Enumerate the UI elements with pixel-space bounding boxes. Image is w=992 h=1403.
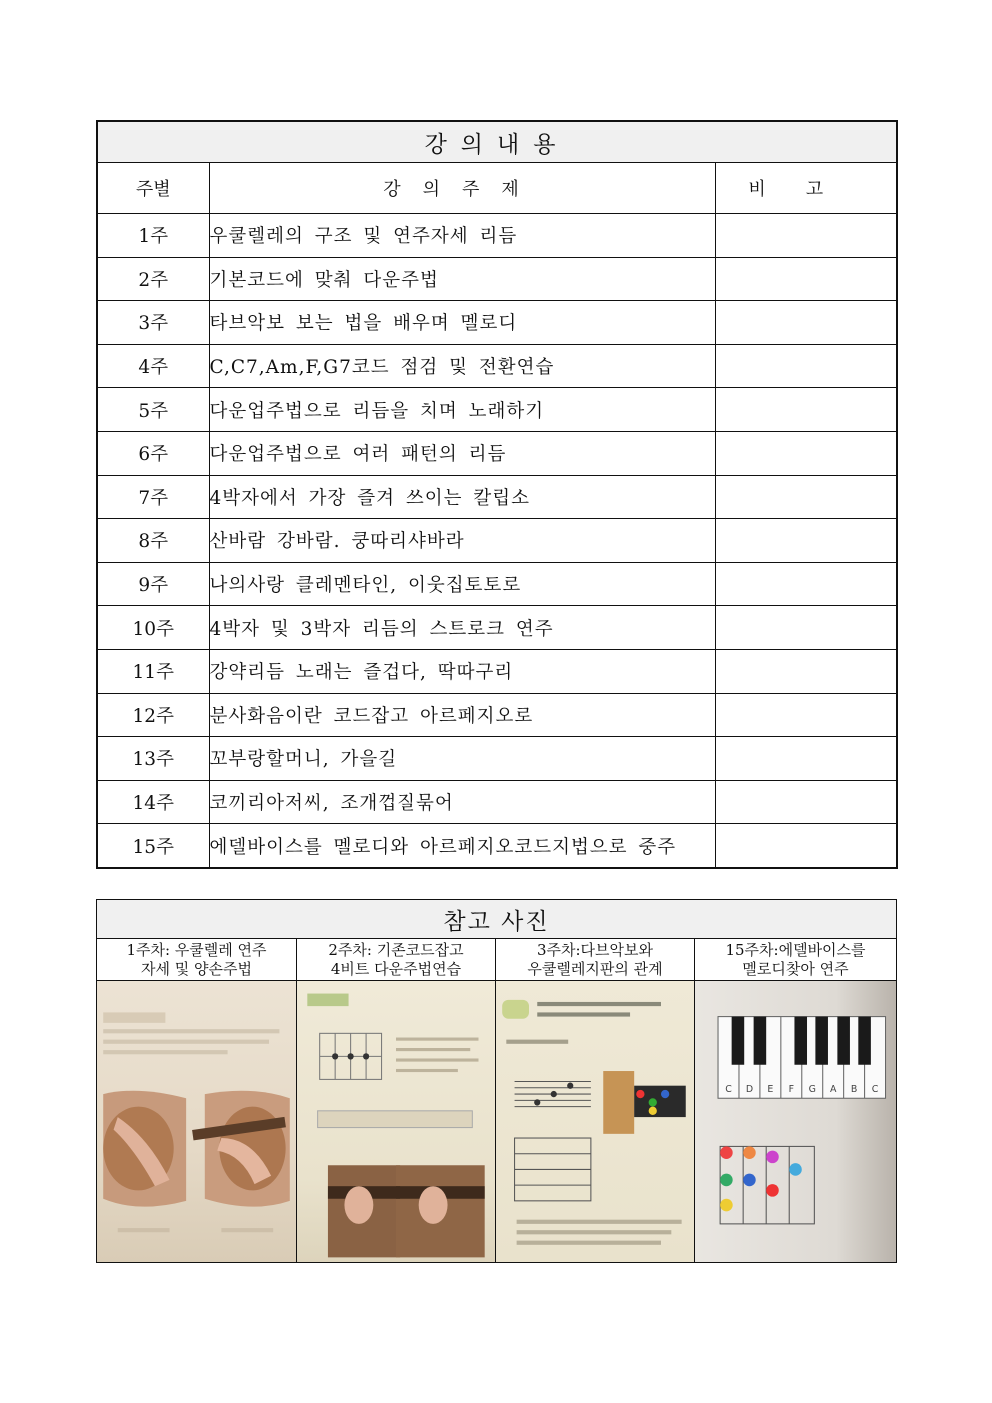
topic-cell: 다운업주법으로 여러 패턴의 리듬 [209, 431, 715, 475]
topic-cell: 우쿨렐레의 구조 및 연주자세 리듬 [209, 214, 715, 258]
piano-key-letter: F [788, 1083, 795, 1095]
piano-key-letter: E [767, 1083, 774, 1095]
week-cell: 13주 [97, 737, 209, 781]
topic-cell: 에델바이스를 멜로디와 아르페지오코드지법으로 중주 [209, 824, 715, 868]
caption-line: 1주차: 우쿨렐레 연주 [126, 940, 267, 959]
caption-line: 4비트 다운주법연습 [330, 959, 462, 978]
piano-key-letter: C [871, 1083, 879, 1095]
topic-cell: 다운업주법으로 리듬을 치며 노래하기 [209, 388, 715, 432]
week-cell: 8주 [97, 519, 209, 563]
caption-line: 멜로디찾아 연주 [742, 959, 849, 978]
note-cell [715, 257, 897, 301]
photo-table-title: 참고 사진 [97, 900, 897, 939]
note-cell [715, 780, 897, 824]
piano-key-letter: D [745, 1083, 754, 1095]
table-row [97, 475, 897, 519]
chord-strumming-photo [297, 981, 495, 1262]
note-cell [715, 693, 897, 737]
topic-cell: 나의사랑 클레멘타인, 이웃집토토로 [209, 562, 715, 606]
note-cell [715, 475, 897, 519]
photo-caption [496, 939, 695, 981]
week-cell: 12주 [97, 693, 209, 737]
table-row [97, 301, 897, 345]
table-row [97, 562, 897, 606]
note-cell [715, 562, 897, 606]
note-cell [715, 388, 897, 432]
week-cell: 10주 [97, 606, 209, 650]
topic-cell: 강약리듬 노래는 즐겁다, 딱따구리 [209, 649, 715, 693]
lecture-table [96, 120, 898, 869]
topic-cell: C,C7,Am,F,G7코드 점검 및 전환연습 [209, 344, 715, 388]
topic-cell: 꼬부랑할머니, 가을길 [209, 737, 715, 781]
topic-cell: 코끼리아저씨, 조개껍질묶어 [209, 780, 715, 824]
piano-key-letter: B [850, 1083, 858, 1095]
note-cell [715, 344, 897, 388]
week-cell: 14주 [97, 780, 209, 824]
table-row [97, 780, 897, 824]
table-row [97, 214, 897, 258]
table-row [97, 737, 897, 781]
topic-cell: 분사화음이란 코드잡고 아르페지오로 [209, 693, 715, 737]
ukulele-posture-photo [97, 981, 296, 1262]
table-row [97, 344, 897, 388]
note-cell [715, 606, 897, 650]
caption-line: 15주차:에델바이스를 [725, 940, 866, 959]
note-cell [715, 737, 897, 781]
photo-table [96, 899, 897, 1263]
note-cell [715, 824, 897, 868]
caption-line: 자세 및 양손주법 [141, 959, 252, 978]
week-cell: 15주 [97, 824, 209, 868]
photo-caption [695, 939, 897, 981]
note-cell [715, 649, 897, 693]
table-row [97, 649, 897, 693]
table-row [97, 431, 897, 475]
week-cell: 7주 [97, 475, 209, 519]
week-cell: 3주 [97, 301, 209, 345]
week-cell: 4주 [97, 344, 209, 388]
piano-key-letter: G [808, 1083, 816, 1095]
photo-cell [496, 981, 695, 1263]
table-row [97, 388, 897, 432]
table-row [97, 606, 897, 650]
photo-cell [297, 981, 496, 1263]
photo-cell [695, 981, 897, 1263]
table-row [97, 693, 897, 737]
photo-cell [97, 981, 297, 1263]
table-row [97, 257, 897, 301]
topic-cell: 타브악보 보는 법을 배우며 멜로디 [209, 301, 715, 345]
week-cell: 2주 [97, 257, 209, 301]
week-cell: 1주 [97, 214, 209, 258]
photo-caption [97, 939, 297, 981]
note-header: 비고 [715, 163, 897, 214]
topic-header: 강의주제 [209, 163, 715, 214]
caption-line: 3주차:다브악보와 [536, 940, 654, 959]
note-cell [715, 519, 897, 563]
tab-fretboard-photo [496, 981, 694, 1262]
table-row [97, 824, 897, 868]
week-cell: 11주 [97, 649, 209, 693]
week-cell: 5주 [97, 388, 209, 432]
note-cell [715, 431, 897, 475]
caption-line: 2주차: 기존코드잡고 [328, 940, 464, 959]
piano-key-letter: A [829, 1083, 837, 1095]
topic-cell: 기본코드에 맞춰 다운주법 [209, 257, 715, 301]
topic-cell: 4박자에서 가장 즐겨 쓰이는 칼립소 [209, 475, 715, 519]
piano-keys-fretboard-photo [695, 981, 896, 1262]
topic-cell: 4박자 및 3박자 리듬의 스트로크 연주 [209, 606, 715, 650]
photo-caption [297, 939, 496, 981]
caption-line: 우쿨렐레지판의 관계 [527, 959, 663, 978]
piano-key-letter: C [725, 1083, 732, 1095]
note-cell [715, 214, 897, 258]
week-header: 주별 [97, 163, 209, 214]
week-cell: 6주 [97, 431, 209, 475]
topic-cell: 산바람 강바람. 쿵따리샤바라 [209, 519, 715, 563]
week-cell: 9주 [97, 562, 209, 606]
note-cell [715, 301, 897, 345]
table-row [97, 519, 897, 563]
lecture-table-title: 강의내용 [97, 121, 897, 163]
